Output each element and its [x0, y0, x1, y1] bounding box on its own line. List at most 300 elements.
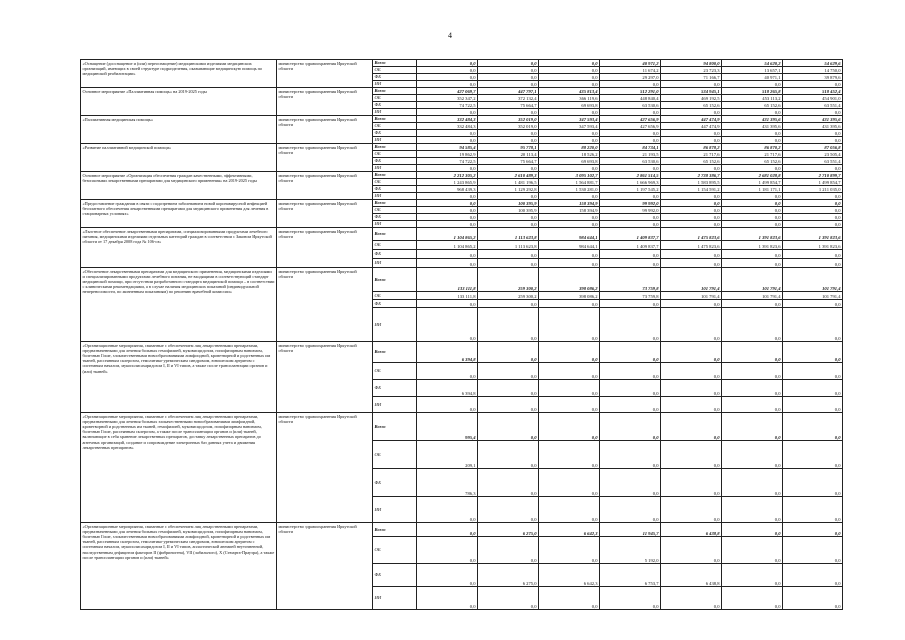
- funding-source: ОБ: [373, 67, 417, 74]
- year-value: 0,0: [478, 81, 539, 88]
- year-value: 332 484,3: [417, 123, 478, 130]
- year-value: 1 181 171,1: [722, 186, 783, 193]
- year-value: 518 265,8: [722, 88, 783, 95]
- year-value: 0,0: [783, 130, 843, 137]
- year-value: 0,0: [722, 109, 783, 116]
- year-value: 0,0: [661, 380, 722, 397]
- year-value: 0,0: [417, 137, 478, 144]
- year-value: 0,0: [783, 200, 843, 207]
- year-value: 398 086,2: [539, 292, 600, 300]
- activity-name: «Паллиативная медицинская помощь»: [81, 116, 277, 144]
- year-value: 0,0: [722, 497, 783, 523]
- year-value: 63 530,6: [600, 158, 661, 165]
- funding-source: ФБ: [373, 102, 417, 109]
- year-value: 71 166,7: [661, 74, 722, 81]
- table-row: [81, 268, 843, 292]
- year-value: 372 132,4: [478, 95, 539, 102]
- year-value: 1 583 895,5: [661, 179, 722, 186]
- year-value: 6 394,8: [417, 380, 478, 397]
- year-value: 0,0: [539, 74, 600, 81]
- activity-name: «Организационные мероприятия, связанные с обеспечением лиц лекарственными препаратами, предназначенными для лечения больных гемофилией, муковисцидозом, гипофизарным нанизмом, болезнью Гоше, злокачественными новообразованиями лимфоидной, кроветворной и родственных им тканей, рассеянным склерозом, гемолитико-уремическим синдромом, юношеским артритом с системным началом, мукополисахаридозом I, II и VI типов, а также после трансплантации органов и (или) тканей»: [81, 342, 277, 413]
- year-value: 6 394,8: [417, 342, 478, 363]
- year-value: 0,0: [722, 564, 783, 587]
- funding-source: ФБ: [373, 469, 417, 497]
- year-value: 100 395,9: [478, 207, 539, 214]
- year-value: 0,0: [478, 109, 539, 116]
- year-value: 0,0: [600, 342, 661, 363]
- year-value: 101 791,4: [783, 268, 843, 292]
- year-value: 0,0: [417, 523, 478, 537]
- year-value: 0,0: [539, 193, 600, 200]
- year-value: 0,0: [417, 74, 478, 81]
- year-value: 0,0: [600, 363, 661, 380]
- year-value: 158 394,9: [539, 200, 600, 207]
- funding-source: Всего: [373, 268, 417, 292]
- year-value: 63 530,6: [600, 102, 661, 109]
- year-value: 0,0: [722, 469, 783, 497]
- year-value: 3 095 102,7: [539, 172, 600, 179]
- year-value: 0,0: [539, 130, 600, 137]
- year-value: 1 391 823,6: [722, 228, 783, 241]
- year-value: 0,0: [722, 137, 783, 144]
- year-value: 0,0: [783, 300, 843, 308]
- year-value: 1 391 823,6: [783, 241, 843, 250]
- funding-source: ОБ: [373, 537, 417, 564]
- year-value: 75 664,7: [478, 102, 539, 109]
- year-value: 1 391 823,6: [722, 241, 783, 250]
- year-value: 398 086,2: [539, 268, 600, 292]
- year-value: 101 791,4: [661, 292, 722, 300]
- responsible-executor: министерство здравоохранения Иркутской области: [277, 268, 373, 342]
- year-value: 23 723,3: [661, 67, 722, 74]
- activity-name: Основное мероприятие «Организация обеспечения граждан качественными, эффективными, безопасными лекарственными препаратами для медицинского применения» на 2019-2025 годы: [81, 172, 277, 200]
- year-value: 0,0: [478, 214, 539, 221]
- table-row: [81, 88, 843, 95]
- year-value: 0,0: [661, 413, 722, 441]
- year-value: 0,0: [478, 74, 539, 81]
- year-value: 0,0: [600, 214, 661, 221]
- year-value: 427 069,7: [417, 88, 478, 95]
- year-value: 6 438,8: [661, 564, 722, 587]
- year-value: 0,0: [783, 165, 843, 172]
- year-value: 74 722,5: [417, 158, 478, 165]
- year-value: 0,0: [539, 397, 600, 413]
- year-value: 21 717,6: [722, 151, 783, 158]
- year-value: 1 104 865,2: [417, 241, 478, 250]
- year-value: 1 564 881,7: [539, 179, 600, 186]
- year-value: 18 526,2: [539, 151, 600, 158]
- year-value: 0,0: [722, 250, 783, 259]
- year-value: 94 585,4: [417, 144, 478, 151]
- year-value: 0,0: [417, 300, 478, 308]
- year-value: 0,0: [539, 413, 600, 441]
- funding-source: ИИ: [373, 587, 417, 610]
- year-value: 0,0: [539, 587, 600, 610]
- responsible-executor: министерство здравоохранения Иркутской области: [277, 413, 373, 523]
- year-value: 0,0: [600, 300, 661, 308]
- year-value: 518 452,4: [783, 88, 843, 95]
- table-row: [81, 116, 843, 123]
- year-value: 1 113 623,8: [478, 241, 539, 250]
- year-value: 0,0: [539, 259, 600, 268]
- year-value: 11 674,2: [600, 67, 661, 74]
- year-value: 101 791,4: [783, 292, 843, 300]
- year-value: 448 840,4: [600, 95, 661, 102]
- year-value: 0,0: [783, 109, 843, 116]
- year-value: 0,0: [661, 109, 722, 116]
- year-value: 0,0: [783, 214, 843, 221]
- year-value: 431 395,6: [722, 123, 783, 130]
- year-value: 86 870,2: [722, 144, 783, 151]
- funding-source: ИИ: [373, 81, 417, 88]
- year-value: 0,0: [722, 413, 783, 441]
- year-value: 0,0: [539, 469, 600, 497]
- activity-name: «Предоставление гражданам в связи с подозрением заболеванием новой коронавирусной инфекцией бесплатного обеспечения лекарственными препаратами для медицинского применения для лечения в стационарных условиях»: [81, 200, 277, 228]
- year-value: 0,0: [722, 165, 783, 172]
- responsible-executor: министерство здравоохранения Иркутской области: [277, 523, 373, 610]
- year-value: 20 113,4: [478, 151, 539, 158]
- year-value: 469 192,5: [661, 95, 722, 102]
- year-value: 512 291,0: [600, 88, 661, 95]
- year-value: 0,0: [783, 363, 843, 380]
- funding-source: ИИ: [373, 397, 417, 413]
- year-value: 0,0: [478, 469, 539, 497]
- year-value: 0,0: [722, 380, 783, 397]
- table-row: [81, 228, 843, 241]
- year-value: 984 644,1: [539, 241, 600, 250]
- year-value: 0,0: [722, 363, 783, 380]
- table-row: [81, 413, 843, 441]
- year-value: 21 193,5: [600, 151, 661, 158]
- year-value: 1 409 837,7: [600, 241, 661, 250]
- year-value: 19 862,9: [417, 151, 478, 158]
- activity-name: «Льготное обеспечение лекарственными препаратами, специализированными продуктами лечебного питания, медицинскими изделиями отдельных категорий граждан в соответствии с Законом Иркутской области от 17 декабря 2008 года № 106-оз»: [81, 228, 277, 268]
- year-value: 1 499 854,7: [722, 179, 783, 186]
- funding-source: ФБ: [373, 158, 417, 165]
- year-value: 0,0: [661, 165, 722, 172]
- year-value: 6 275,0: [478, 564, 539, 587]
- funding-source: ИИ: [373, 165, 417, 172]
- responsible-executor: министерство здравоохранения Иркутской области: [277, 60, 373, 88]
- year-value: 0,0: [417, 165, 478, 172]
- year-value: 1 499 854,7: [783, 179, 843, 186]
- year-value: 0,0: [722, 300, 783, 308]
- year-value: 1 154 591,2: [661, 186, 722, 193]
- year-value: 427 656,9: [600, 116, 661, 123]
- year-value: 65 152,6: [661, 102, 722, 109]
- funding-table: [80, 59, 843, 610]
- year-value: 984 644,1: [539, 228, 600, 241]
- year-value: 11 945,7: [600, 523, 661, 537]
- year-value: 73 759,8: [600, 292, 661, 300]
- year-value: 968 439,3: [417, 186, 478, 193]
- year-value: 0,0: [661, 221, 722, 228]
- year-value: 431 395,6: [783, 116, 843, 123]
- funding-source: Всего: [373, 60, 417, 67]
- responsible-executor: министерство здравоохранения Иркутской области: [277, 116, 373, 144]
- year-value: 13 657,1: [722, 67, 783, 74]
- year-value: 259 300,2: [478, 268, 539, 292]
- year-value: 40 971,2: [600, 60, 661, 67]
- year-value: 0,0: [600, 259, 661, 268]
- year-value: 0,0: [539, 537, 600, 564]
- year-value: 0,0: [661, 200, 722, 207]
- funding-source: ИИ: [373, 109, 417, 116]
- year-value: 0,0: [600, 130, 661, 137]
- funding-source: ОБ: [373, 292, 417, 300]
- funding-source: ФБ: [373, 300, 417, 308]
- year-value: 0,0: [478, 221, 539, 228]
- year-value: 0,0: [600, 413, 661, 441]
- year-value: 1 475 823,6: [661, 241, 722, 250]
- year-value: 0,0: [783, 397, 843, 413]
- responsible-executor: министерство здравоохранения Иркутской области: [277, 172, 373, 200]
- year-value: 786,3: [417, 469, 478, 497]
- year-value: 1 243 865,9: [417, 179, 478, 186]
- year-value: 352 347,2: [417, 95, 478, 102]
- funding-source: ФБ: [373, 186, 417, 193]
- year-value: 0,0: [417, 564, 478, 587]
- year-value: 0,0: [539, 221, 600, 228]
- year-value: 0,0: [539, 137, 600, 144]
- funding-source: ОБ: [373, 363, 417, 380]
- year-value: 0,0: [417, 81, 478, 88]
- activity-name: «Организационные мероприятия, связанные с обеспечением лиц лекарственными препаратами, предназначенными для лечения больных гемофилией, муковисцидозом, гипофизарным нанизмом, болезнью Гоше, злокачественными новообразованиями лимфоидной, кроветворной и родственных им тканей, рассеянным склерозом, гемолитико-уремическим синдромом, юношеским артритом с системным началом, мукополисахаридозом I, II и VI типов, апластической анемией неуточненной, наследственным дефицитом факторов II (фибриногена), VII (лабильного), X (Стюарта-Прауэра), а также после трансплантации органов и (или) тканей»: [81, 523, 277, 610]
- year-value: 0,0: [783, 441, 843, 469]
- year-value: 0,0: [783, 81, 843, 88]
- year-value: 133 111,8: [417, 292, 478, 300]
- year-value: 0,0: [417, 207, 478, 214]
- year-value: 88 220,0: [539, 144, 600, 151]
- year-value: 2 710 899,7: [783, 172, 843, 179]
- table-row: [81, 342, 843, 363]
- year-value: 0,0: [661, 497, 722, 523]
- year-value: 0,0: [478, 259, 539, 268]
- year-value: 0,0: [539, 81, 600, 88]
- year-value: 0,0: [478, 250, 539, 259]
- funding-source: ОБ: [373, 151, 417, 158]
- year-value: 0,0: [600, 137, 661, 144]
- year-value: 0,0: [783, 221, 843, 228]
- year-value: 0,0: [783, 469, 843, 497]
- year-value: 65 152,6: [661, 158, 722, 165]
- year-value: 0,0: [661, 397, 722, 413]
- year-value: 0,0: [722, 537, 783, 564]
- funding-source: ИИ: [373, 221, 417, 228]
- year-value: 0,0: [722, 193, 783, 200]
- year-value: 0,0: [722, 587, 783, 610]
- year-value: 0,0: [783, 137, 843, 144]
- year-value: 0,0: [722, 214, 783, 221]
- year-value: 0,0: [783, 342, 843, 363]
- year-value: 0,0: [783, 259, 843, 268]
- year-value: 0,0: [783, 308, 843, 342]
- year-value: 0,0: [539, 67, 600, 74]
- funding-source: ОБ: [373, 241, 417, 250]
- year-value: 1 129 292,8: [478, 186, 539, 193]
- year-value: 352 019,0: [478, 123, 539, 130]
- year-value: 101 791,4: [722, 292, 783, 300]
- year-value: 0,0: [417, 497, 478, 523]
- year-value: 0,0: [783, 537, 843, 564]
- year-value: 6 753,7: [600, 564, 661, 587]
- funding-source: Всего: [373, 116, 417, 123]
- year-value: 0,0: [600, 441, 661, 469]
- year-value: 0,0: [478, 67, 539, 74]
- year-value: 0,0: [661, 207, 722, 214]
- year-value: 0,0: [478, 441, 539, 469]
- year-value: 0,0: [661, 441, 722, 469]
- year-value: 0,0: [539, 214, 600, 221]
- year-value: 0,0: [478, 130, 539, 137]
- year-value: 0,0: [661, 259, 722, 268]
- year-value: 0,0: [722, 259, 783, 268]
- year-value: 99 992,0: [600, 207, 661, 214]
- year-value: 0,0: [661, 214, 722, 221]
- year-value: 1 666 969,3: [600, 179, 661, 186]
- year-value: 0,0: [783, 564, 843, 587]
- responsible-executor: министерство здравоохранения Иркутской области: [277, 228, 373, 268]
- year-value: 2 610 489,3: [478, 172, 539, 179]
- year-value: 14 750,0: [783, 67, 843, 74]
- year-value: 0,0: [417, 130, 478, 137]
- year-value: 54 629,6: [783, 60, 843, 67]
- responsible-executor: министерство здравоохранения Иркутской области: [277, 88, 373, 116]
- year-value: 73 759,8: [600, 268, 661, 292]
- year-value: 427 656,9: [600, 123, 661, 130]
- year-value: 2 212 305,2: [417, 172, 478, 179]
- year-value: 447 474,9: [661, 116, 722, 123]
- table-row: [81, 523, 843, 537]
- funding-source: ФБ: [373, 130, 417, 137]
- table-row: [81, 144, 843, 151]
- year-value: 0,0: [478, 193, 539, 200]
- year-value: 0,0: [600, 221, 661, 228]
- year-value: 6 642,3: [539, 564, 600, 587]
- year-value: 0,0: [539, 250, 600, 259]
- funding-source: ФБ: [373, 214, 417, 221]
- year-value: 0,0: [539, 308, 600, 342]
- year-value: 0,0: [783, 207, 843, 214]
- year-value: 0,0: [722, 441, 783, 469]
- year-value: 1 211 035,0: [783, 186, 843, 193]
- year-value: 0,0: [661, 137, 722, 144]
- year-value: 133 111,8: [417, 268, 478, 292]
- responsible-executor: министерство здравоохранения Иркутской области: [277, 200, 373, 228]
- year-value: 0,0: [417, 200, 478, 207]
- year-value: 1 409 837,7: [600, 228, 661, 241]
- year-value: 0,0: [600, 380, 661, 397]
- year-value: 0,0: [539, 363, 600, 380]
- year-value: 6 642,3: [539, 523, 600, 537]
- year-value: 0,0: [722, 397, 783, 413]
- year-value: 0,0: [783, 380, 843, 397]
- year-value: 435 813,4: [539, 88, 600, 95]
- year-value: 0,0: [783, 193, 843, 200]
- table-body: [81, 60, 843, 610]
- year-value: 0,0: [417, 250, 478, 259]
- funding-source: ОБ: [373, 179, 417, 186]
- funding-source: Всего: [373, 172, 417, 179]
- funding-source: Всего: [373, 523, 417, 537]
- year-value: 2 738 386,7: [661, 172, 722, 179]
- year-value: 0,0: [478, 165, 539, 172]
- year-value: 0,0: [417, 397, 478, 413]
- year-value: 0,0: [600, 469, 661, 497]
- year-value: 86 878,2: [661, 144, 722, 151]
- year-value: 0,0: [661, 537, 722, 564]
- funding-source: ОБ: [373, 123, 417, 130]
- year-value: 21 717,6: [661, 151, 722, 158]
- year-value: 0,0: [417, 259, 478, 268]
- year-value: 0,0: [661, 130, 722, 137]
- year-value: 87 056,8: [783, 144, 843, 151]
- year-value: 209,1: [417, 441, 478, 469]
- year-value: 0,0: [600, 497, 661, 523]
- year-value: 0,0: [600, 81, 661, 88]
- year-value: 0,0: [478, 587, 539, 610]
- year-value: 1 104 865,2: [417, 228, 478, 241]
- year-value: 6 275,0: [478, 523, 539, 537]
- year-value: 6 438,8: [661, 523, 722, 537]
- year-value: 0,0: [600, 250, 661, 259]
- funding-source: ИИ: [373, 308, 417, 342]
- year-value: 29 297,0: [600, 74, 661, 81]
- funding-source: ОБ: [373, 441, 417, 469]
- year-value: 0,0: [539, 165, 600, 172]
- year-value: 0,0: [661, 363, 722, 380]
- funding-source: Всего: [373, 88, 417, 95]
- year-value: 0,0: [478, 497, 539, 523]
- funding-source: ФБ: [373, 74, 417, 81]
- year-value: 347 593,4: [539, 123, 600, 130]
- year-value: 332 484,3: [417, 116, 478, 123]
- year-value: 0,0: [417, 193, 478, 200]
- year-value: 0,0: [478, 537, 539, 564]
- year-value: 0,0: [783, 523, 843, 537]
- year-value: 23 505,4: [783, 151, 843, 158]
- responsible-executor: министерство здравоохранения Иркутской области: [277, 144, 373, 172]
- year-value: 0,0: [783, 497, 843, 523]
- responsible-executor: министерство здравоохранения Иркутской области: [277, 342, 373, 413]
- year-value: 0,0: [600, 109, 661, 116]
- year-value: 0,0: [722, 130, 783, 137]
- year-value: 1 113 623,8: [478, 228, 539, 241]
- year-value: 75 664,7: [478, 158, 539, 165]
- year-value: 0,0: [539, 342, 600, 363]
- year-value: 0,0: [478, 363, 539, 380]
- activity-name: «Оснащение (дооснащение и (или) переоснащение) медицинскими изделиями медицинских организаций, имеющих в своей структуре подразделения, оказывающие медицинскую помощь по медицинской реабилитации»: [81, 60, 277, 88]
- year-value: 0,0: [478, 397, 539, 413]
- year-value: 0,0: [478, 413, 539, 441]
- year-value: 94 800,0: [661, 60, 722, 67]
- year-value: 0,0: [600, 397, 661, 413]
- year-value: 1 391 823,6: [783, 228, 843, 241]
- year-value: 0,0: [722, 221, 783, 228]
- year-value: 0,0: [478, 342, 539, 363]
- funding-source: ФБ: [373, 380, 417, 397]
- year-value: 54 620,2: [722, 60, 783, 67]
- year-value: 0,0: [661, 193, 722, 200]
- year-value: 40 971,1: [722, 74, 783, 81]
- year-value: 0,0: [417, 587, 478, 610]
- year-value: 0,0: [478, 60, 539, 67]
- page-number: 4: [448, 31, 452, 40]
- year-value: 0,0: [600, 308, 661, 342]
- funding-source: ОБ: [373, 95, 417, 102]
- year-value: 101 791,4: [722, 268, 783, 292]
- year-value: 534 945,1: [661, 88, 722, 95]
